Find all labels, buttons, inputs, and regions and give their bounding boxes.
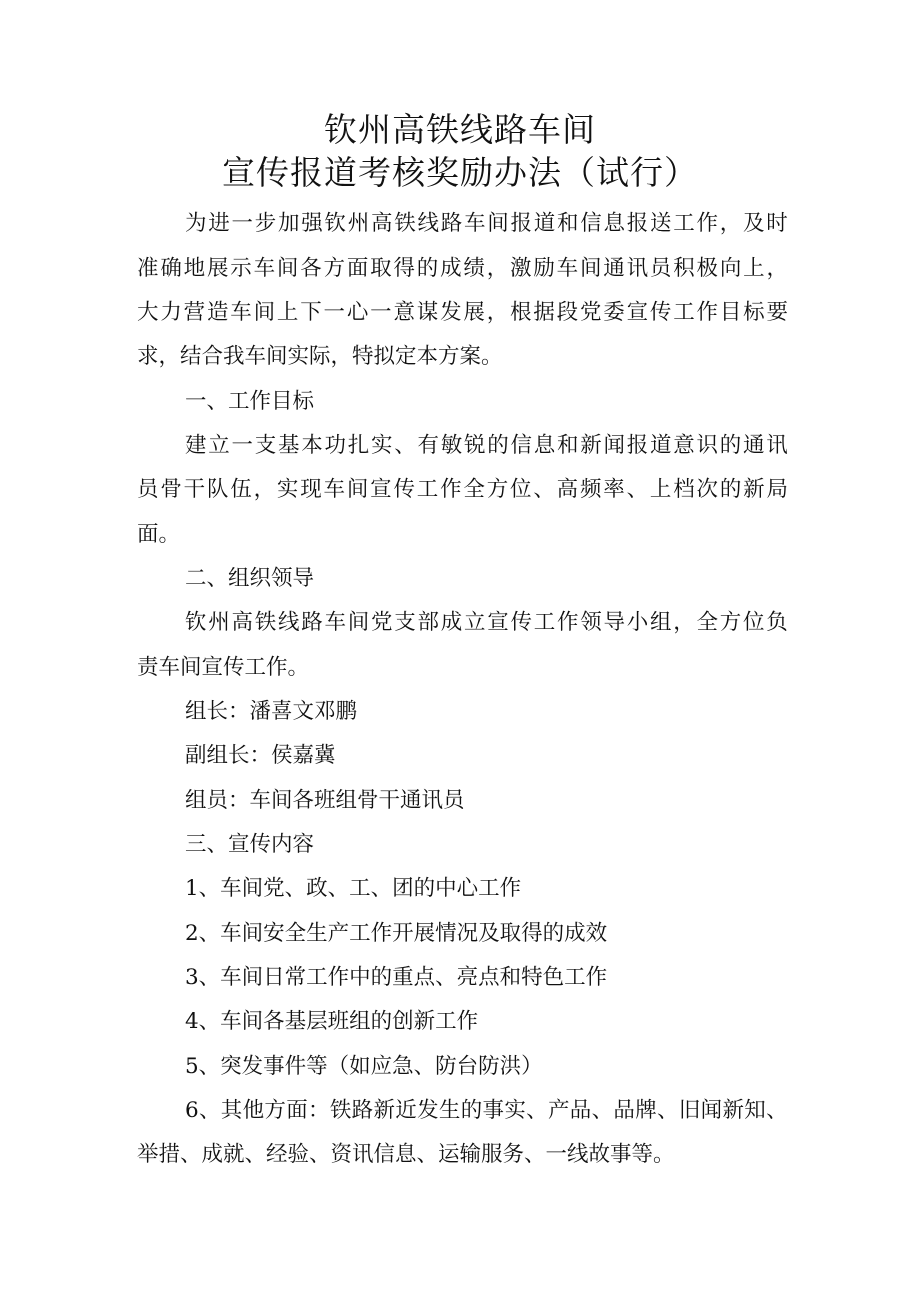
group-members: 组员：车间各班组骨干通讯员 xyxy=(185,788,465,813)
intro-line-3: 大 力 营 造 车 间 上 下 一 心 一 意 谋 发 展 ， 根 据 段 党 委 宣 传 工 作 目 标 要 xyxy=(137,300,788,325)
section-1-line-1: 建 立 一 支 基 本 功 扎 实 、 有 敏 锐 的 信 息 和 新 闻 报 道 意 识 的 通 讯 xyxy=(185,433,788,458)
section-3-heading: 三、宣传内容 xyxy=(185,832,315,857)
section-2-heading: 二、组织领导 xyxy=(185,566,315,591)
content-item-6-line-2: 举措、成就、经验、资讯信息、运输服务、一线故事等。 xyxy=(137,1142,675,1167)
content-item-1: 1、车间党、政、工、团的中心工作 xyxy=(185,876,522,901)
content-item-2: 2、车间安全生产工作开展情况及取得的成效 xyxy=(185,921,608,946)
content-item-5: 5、突发事件等（如应急、防台防洪） xyxy=(185,1054,543,1079)
section-1-heading: 一、工作目标 xyxy=(185,389,315,414)
group-leader: 组长：潘喜文邓鹏 xyxy=(185,699,358,724)
section-2-line-2: 责车间宣传工作。 xyxy=(137,655,310,680)
document-title-line-2: 宣传报道考核奖励办法（试行） xyxy=(222,153,698,192)
intro-line-1: 为 进 一 步 加 强 钦 州 高 铁 线 路 车 间 报 道 和 信 息 报 送 工 作 ， 及 时 xyxy=(185,211,788,236)
document-title-line-1: 钦州高铁线路车间 xyxy=(324,110,596,149)
intro-line-4: 求，结合我车间实际，特拟定本方案。 xyxy=(137,344,503,369)
intro-line-2: 准 确 地 展 示 车 间 各 方 面 取 得 的 成 绩 ， 激 励 车 间 通 讯 员 积 极 向 上 ， xyxy=(137,256,788,281)
section-2-line-1: 钦 州 高 铁 线 路 车 间 党 支 部 成 立 宣 传 工 作 领 导 小 组 ， 全 方 位 负 xyxy=(185,610,788,635)
content-item-6-line-1: 6 、 其 他 方 面 ： 铁 路 新 近 发 生 的 事 实 、 产 品 、 品 牌 、 旧 闻 新 知 、 xyxy=(185,1098,788,1123)
content-item-3: 3、车间日常工作中的重点、亮点和特色工作 xyxy=(185,965,608,990)
section-1-line-3: 面。 xyxy=(137,522,181,547)
section-1-line-2: 员 骨 干 队 伍 ， 实 现 车 间 宣 传 工 作 全 方 位 、 高 频 率 、 上 档 次 的 新 局 xyxy=(137,477,788,502)
group-deputy: 副组长：侯嘉冀 xyxy=(185,743,336,768)
content-item-4: 4、车间各基层班组的创新工作 xyxy=(185,1009,479,1034)
